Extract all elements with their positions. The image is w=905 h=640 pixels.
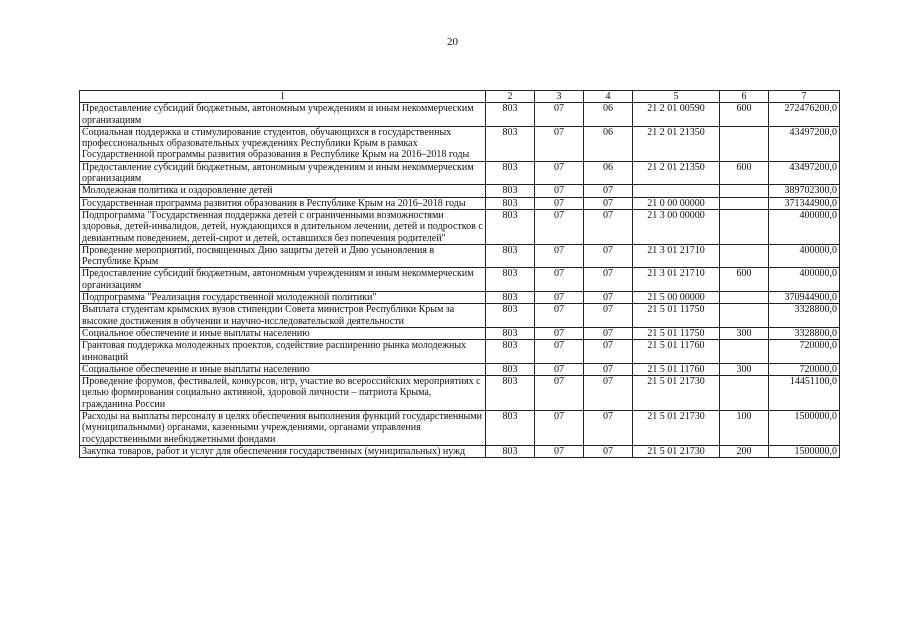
section-code-cell: 07 — [535, 304, 584, 328]
item-name-cell: Государственная программа развития образования в Республике Крым на 2016–2018 годы — [80, 197, 486, 209]
table-row — [80, 304, 840, 328]
header-cell: 6 — [720, 91, 769, 103]
page-number: 20 — [447, 36, 458, 48]
section-code-cell: 07 — [535, 327, 584, 339]
item-name-cell: Социальная поддержка и стимулирование студентов, обучающихся в государственных профессиональных образовательных учреждениях Республики Крым в рамках Государственной программы развития образования в Республике Крым на 2016–2018 годы — [80, 126, 486, 161]
target-article-cell: 21 5 00 00000 — [633, 292, 720, 304]
amount-cell: 400000,0 — [769, 268, 840, 292]
amount-cell: 3328800,0 — [769, 327, 840, 339]
amount-cell: 371344900,0 — [769, 197, 840, 209]
item-name-cell: Предоставление субсидий бюджетным, автономным учреждениям и иным некоммерческим организациям — [80, 103, 486, 127]
target-article-cell: 21 5 01 11760 — [633, 340, 720, 364]
expense-type-cell: 300 — [720, 363, 769, 375]
amount-cell: 43497200,0 — [769, 126, 840, 161]
subsection-code-cell: 07 — [584, 197, 633, 209]
header-cell: 4 — [584, 91, 633, 103]
item-name-cell: Проведение мероприятий, посвященных Дню защиты детей и Дню усыновления в Республике Крым — [80, 244, 486, 268]
section-code-cell: 07 — [535, 126, 584, 161]
subsection-code-cell: 07 — [584, 445, 633, 457]
section-code-cell: 07 — [535, 340, 584, 364]
section-code-cell: 07 — [535, 292, 584, 304]
table-header-row — [80, 91, 840, 103]
item-name-cell: Проведение форумов, фестивалей, конкурсов, игр, участие во всероссийских мероприятиях с целью формирования социально активной, здоровой личности – патриота Крыма, гражданина России — [80, 376, 486, 411]
expense-type-cell: 100 — [720, 411, 769, 446]
section-code-cell: 07 — [535, 197, 584, 209]
amount-cell: 720000,0 — [769, 363, 840, 375]
expense-type-cell — [720, 376, 769, 411]
ministry-code-cell: 803 — [486, 340, 535, 364]
ministry-code-cell: 803 — [486, 103, 535, 127]
table-body — [80, 91, 840, 458]
expense-type-cell: 200 — [720, 445, 769, 457]
amount-cell: 720000,0 — [769, 340, 840, 364]
section-code-cell: 07 — [535, 244, 584, 268]
target-article-cell: 21 5 01 21730 — [633, 445, 720, 457]
amount-cell: 400000,0 — [769, 244, 840, 268]
table-row — [80, 340, 840, 364]
table-row — [80, 197, 840, 209]
subsection-code-cell: 07 — [584, 411, 633, 446]
subsection-code-cell: 07 — [584, 209, 633, 244]
item-name-cell: Закупка товаров, работ и услуг для обеспечения государственных (муниципальных) нужд — [80, 445, 486, 457]
subsection-code-cell: 07 — [584, 363, 633, 375]
ministry-code-cell: 803 — [486, 244, 535, 268]
item-name-cell: Грантовая поддержка молодежных проектов, содействие расширению рынка молодежных инноваций — [80, 340, 486, 364]
expense-type-cell — [720, 209, 769, 244]
target-article-cell: 21 5 01 21730 — [633, 411, 720, 446]
expense-type-cell — [720, 197, 769, 209]
ministry-code-cell: 803 — [486, 268, 535, 292]
expense-type-cell — [720, 185, 769, 197]
item-name-cell: Молодежная политика и оздоровление детей — [80, 185, 486, 197]
expense-type-cell — [720, 244, 769, 268]
ministry-code-cell: 803 — [486, 363, 535, 375]
table-row — [80, 161, 840, 185]
ministry-code-cell: 803 — [486, 292, 535, 304]
target-article-cell: 21 0 00 00000 — [633, 197, 720, 209]
subsection-code-cell: 07 — [584, 376, 633, 411]
amount-cell: 14451100,0 — [769, 376, 840, 411]
target-article-cell: 21 3 01 21710 — [633, 244, 720, 268]
header-cell: 2 — [486, 91, 535, 103]
target-article-cell — [633, 185, 720, 197]
header-cell: 1 — [80, 91, 486, 103]
amount-cell: 3328800,0 — [769, 304, 840, 328]
item-name-cell: Расходы на выплаты персоналу в целях обеспечения выполнения функций государственными (муниципальными) органами, казенными учреждениями, органами управления государственными внебюджетными фондами — [80, 411, 486, 446]
table-row — [80, 292, 840, 304]
section-code-cell: 07 — [535, 209, 584, 244]
item-name-cell: Предоставление субсидий бюджетным, автономным учреждениям и иным некоммерческим организациям — [80, 161, 486, 185]
subsection-code-cell: 07 — [584, 292, 633, 304]
target-article-cell: 21 5 01 21730 — [633, 376, 720, 411]
item-name-cell: Подпрограмма "Государственная поддержка детей с ограниченными возможностями здоровья, детей-инвалидов, детей, нуждающихся в длительном лечении, детей и подростков с девиантным поведением, детей-сирот и детей, оставшихся без попечения родителей" — [80, 209, 486, 244]
subsection-code-cell: 06 — [584, 103, 633, 127]
section-code-cell: 07 — [535, 445, 584, 457]
target-article-cell: 21 2 01 21350 — [633, 161, 720, 185]
section-code-cell: 07 — [535, 268, 584, 292]
table-row — [80, 327, 840, 339]
item-name-cell: Предоставление субсидий бюджетным, автономным учреждениям и иным некоммерческим организациям — [80, 268, 486, 292]
table-row — [80, 363, 840, 375]
header-cell: 5 — [633, 91, 720, 103]
subsection-code-cell: 06 — [584, 126, 633, 161]
amount-cell: 400000,0 — [769, 209, 840, 244]
table-row — [80, 376, 840, 411]
expense-type-cell: 600 — [720, 268, 769, 292]
ministry-code-cell: 803 — [486, 445, 535, 457]
amount-cell: 389702300,0 — [769, 185, 840, 197]
section-code-cell: 07 — [535, 376, 584, 411]
header-cell: 3 — [535, 91, 584, 103]
subsection-code-cell: 07 — [584, 327, 633, 339]
table-row — [80, 126, 840, 161]
target-article-cell: 21 3 00 00000 — [633, 209, 720, 244]
item-name-cell: Социальное обеспечение и иные выплаты населению — [80, 363, 486, 375]
ministry-code-cell: 803 — [486, 327, 535, 339]
section-code-cell: 07 — [535, 161, 584, 185]
ministry-code-cell: 803 — [486, 161, 535, 185]
subsection-code-cell: 07 — [584, 304, 633, 328]
target-article-cell: 21 2 01 21350 — [633, 126, 720, 161]
expense-type-cell: 600 — [720, 161, 769, 185]
subsection-code-cell: 07 — [584, 268, 633, 292]
expense-type-cell — [720, 340, 769, 364]
subsection-code-cell: 07 — [584, 340, 633, 364]
item-name-cell: Подпрограмма "Реализация государственной молодежной политики" — [80, 292, 486, 304]
table-row — [80, 244, 840, 268]
expense-type-cell: 600 — [720, 103, 769, 127]
expense-type-cell — [720, 126, 769, 161]
table-row — [80, 185, 840, 197]
subsection-code-cell: 06 — [584, 161, 633, 185]
item-name-cell: Выплата студентам крымских вузов стипендии Совета министров Республики Крым за высокие достижения в обучении и научно-исследовательской деятельности — [80, 304, 486, 328]
amount-cell: 43497200,0 — [769, 161, 840, 185]
subsection-code-cell: 07 — [584, 244, 633, 268]
amount-cell: 370944900,0 — [769, 292, 840, 304]
target-article-cell: 21 2 01 00590 — [633, 103, 720, 127]
target-article-cell: 21 5 01 11760 — [633, 363, 720, 375]
table-row — [80, 209, 840, 244]
header-cell: 7 — [769, 91, 840, 103]
expense-type-cell — [720, 292, 769, 304]
section-code-cell: 07 — [535, 185, 584, 197]
target-article-cell: 21 3 01 21710 — [633, 268, 720, 292]
ministry-code-cell: 803 — [486, 197, 535, 209]
ministry-code-cell: 803 — [486, 209, 535, 244]
table-row — [80, 411, 840, 446]
section-code-cell: 07 — [535, 363, 584, 375]
ministry-code-cell: 803 — [486, 411, 535, 446]
section-code-cell: 07 — [535, 411, 584, 446]
table-row — [80, 445, 840, 457]
budget-table — [79, 90, 840, 458]
ministry-code-cell: 803 — [486, 376, 535, 411]
amount-cell: 1500000,0 — [769, 445, 840, 457]
target-article-cell: 21 5 01 11750 — [633, 327, 720, 339]
subsection-code-cell: 07 — [584, 185, 633, 197]
ministry-code-cell: 803 — [486, 126, 535, 161]
expense-type-cell — [720, 304, 769, 328]
ministry-code-cell: 803 — [486, 185, 535, 197]
amount-cell: 272476200,0 — [769, 103, 840, 127]
item-name-cell: Социальное обеспечение и иные выплаты населению — [80, 327, 486, 339]
table-row — [80, 103, 840, 127]
expense-type-cell: 300 — [720, 327, 769, 339]
section-code-cell: 07 — [535, 103, 584, 127]
amount-cell: 1500000,0 — [769, 411, 840, 446]
ministry-code-cell: 803 — [486, 304, 535, 328]
table-row — [80, 268, 840, 292]
target-article-cell: 21 5 01 11750 — [633, 304, 720, 328]
